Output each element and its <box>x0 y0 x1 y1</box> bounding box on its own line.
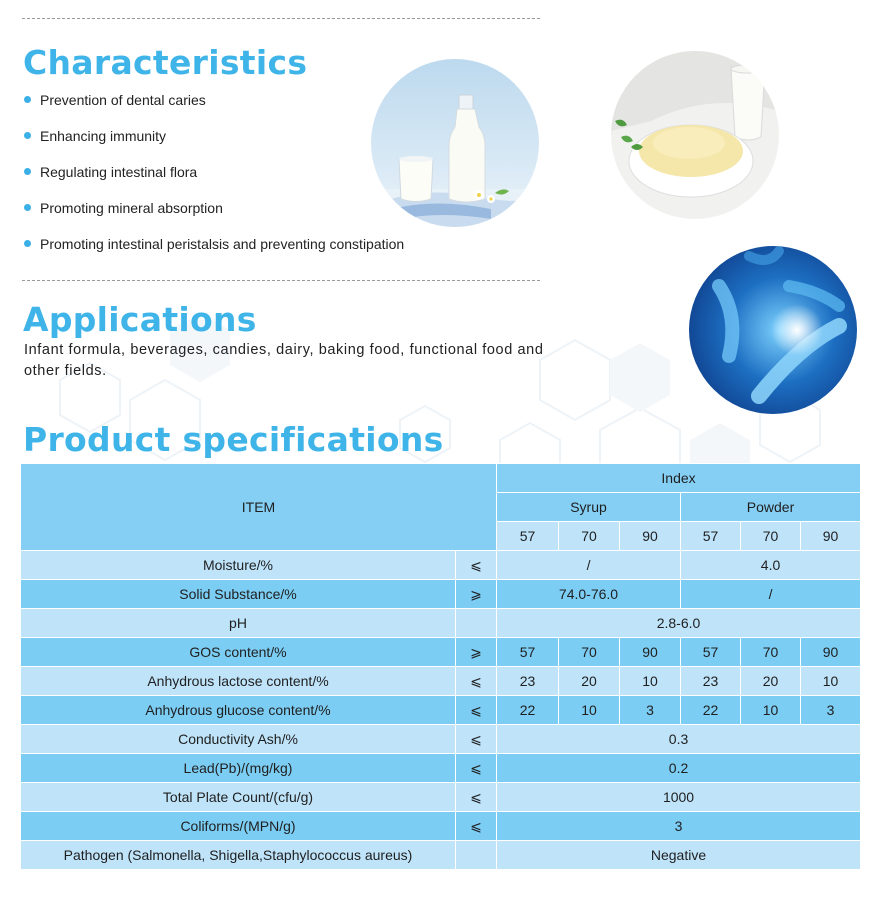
milk-bottle-glass-photo <box>371 59 539 227</box>
specifications-table <box>20 463 861 870</box>
table-row <box>21 609 861 638</box>
grade-cell: 70 <box>559 522 620 551</box>
row-item: pH <box>21 609 456 638</box>
row-value: 0.2 <box>497 754 861 783</box>
row-item: Moisture/% <box>21 551 456 580</box>
row-symbol: ⩽ <box>456 551 497 580</box>
table-row <box>21 551 861 580</box>
row-item: Conductivity Ash/% <box>21 725 456 754</box>
row-symbol: ⩾ <box>456 580 497 609</box>
value-cell: 57 <box>497 638 559 667</box>
table-row <box>21 754 861 783</box>
row-item: Lead(Pb)/(mg/kg) <box>21 754 456 783</box>
list-item: Prevention of dental caries <box>24 91 404 127</box>
grade-cell: 90 <box>801 522 861 551</box>
value-cell: 70 <box>559 638 620 667</box>
row-value: 1000 <box>497 783 861 812</box>
powder-value: / <box>681 580 861 609</box>
value-cell: 10 <box>741 696 801 725</box>
row-value: 0.3 <box>497 725 861 754</box>
value-cell: 20 <box>741 667 801 696</box>
characteristics-title: Characteristics <box>23 43 308 82</box>
middle-divider <box>22 280 540 281</box>
value-cell: 3 <box>801 696 861 725</box>
applications-title: Applications <box>23 300 257 339</box>
top-divider <box>22 18 540 19</box>
list-item: Promoting mineral absorption <box>24 199 404 235</box>
syrup-value: / <box>497 551 681 580</box>
row-value: Negative <box>497 841 861 870</box>
bullet-icon <box>24 132 31 139</box>
row-symbol: ⩽ <box>456 667 497 696</box>
table-row <box>21 580 861 609</box>
value-cell: 20 <box>559 667 620 696</box>
value-cell: 22 <box>497 696 559 725</box>
value-cell: 10 <box>801 667 861 696</box>
row-symbol: ⩽ <box>456 754 497 783</box>
list-item: Promoting intestinal peristalsis and preventing constipation <box>24 235 404 271</box>
value-cell: 10 <box>620 667 681 696</box>
bullet-icon <box>24 96 31 103</box>
row-item: Pathogen (Salmonella, Shigella,Staphylococcus aureus) <box>21 841 456 870</box>
value-cell: 57 <box>681 638 741 667</box>
probiotic-bacteria-photo <box>689 246 857 414</box>
list-item: Enhancing immunity <box>24 127 404 163</box>
syrup-value: 74.0-76.0 <box>497 580 681 609</box>
grade-cell: 70 <box>741 522 801 551</box>
row-symbol: ⩽ <box>456 696 497 725</box>
bullet-icon <box>24 168 31 175</box>
powder-header: Powder <box>681 493 861 522</box>
row-item: Anhydrous lactose content/% <box>21 667 456 696</box>
characteristics-list <box>24 91 404 271</box>
table-row <box>21 812 861 841</box>
value-cell: 23 <box>681 667 741 696</box>
bullet-icon <box>24 240 31 247</box>
table-row <box>21 696 861 725</box>
table-row <box>21 638 861 667</box>
table-row <box>21 725 861 754</box>
row-symbol: ⩾ <box>456 638 497 667</box>
row-symbol: ⩽ <box>456 812 497 841</box>
value-cell: 22 <box>681 696 741 725</box>
powder-value: 4.0 <box>681 551 861 580</box>
item-header: ITEM <box>21 464 497 551</box>
row-symbol <box>456 609 497 638</box>
row-item: Anhydrous glucose content/% <box>21 696 456 725</box>
grade-cell: 90 <box>620 522 681 551</box>
value-cell: 90 <box>620 638 681 667</box>
row-value: 3 <box>497 812 861 841</box>
table-row <box>21 783 861 812</box>
row-item: Coliforms/(MPN/g) <box>21 812 456 841</box>
milk-powder-bowl-photo <box>611 51 779 219</box>
value-cell: 10 <box>559 696 620 725</box>
row-symbol: ⩽ <box>456 783 497 812</box>
row-value: 2.8-6.0 <box>497 609 861 638</box>
row-symbol: ⩽ <box>456 725 497 754</box>
product-specifications-title: Product specifications <box>23 420 444 459</box>
row-item: GOS content/% <box>21 638 456 667</box>
value-cell: 23 <box>497 667 559 696</box>
value-cell: 3 <box>620 696 681 725</box>
bullet-icon <box>24 204 31 211</box>
grade-cell: 57 <box>681 522 741 551</box>
row-item: Solid Substance/% <box>21 580 456 609</box>
row-symbol <box>456 841 497 870</box>
value-cell: 70 <box>741 638 801 667</box>
table-row <box>21 667 861 696</box>
table-row <box>21 841 861 870</box>
grade-cell: 57 <box>497 522 559 551</box>
index-header: Index <box>497 464 861 493</box>
syrup-header: Syrup <box>497 493 681 522</box>
list-item: Regulating intestinal flora <box>24 163 404 199</box>
value-cell: 90 <box>801 638 861 667</box>
applications-text: Infant formula, beverages, candies, dairy, baking food, functional food and other fields. <box>24 342 544 379</box>
row-item: Total Plate Count/(cfu/g) <box>21 783 456 812</box>
table-header-row <box>21 464 861 493</box>
